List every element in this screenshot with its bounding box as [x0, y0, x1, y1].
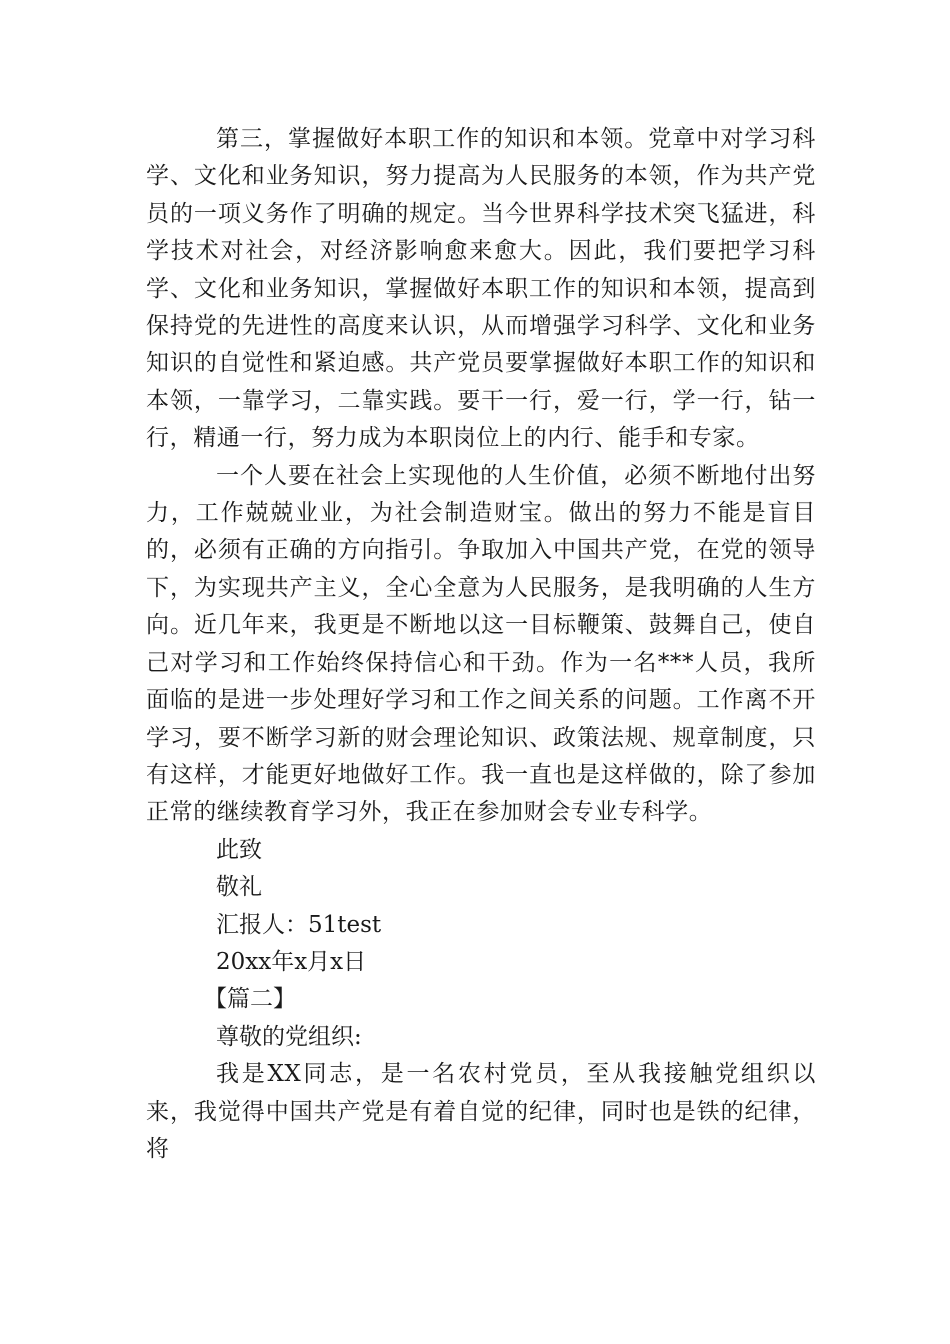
- section-heading: 【篇二】: [204, 986, 296, 1013]
- paragraph-life-direction: 一个人要在社会上实现他的人生价值，必须不断地付出努力，工作兢兢业业，为社会制造财宝。做出的努力不能是盲目的，必须有正确的方向指引。争取加入中国共产党，在党的领导下，为实现共产主义，全心全意为人民服务，是我明确的人生方向。近几年来，我更是不断地以这一目标鞭策、鼓舞自己，使自己对学习和工作始终保持信心和干劲。作为一名***人员，我所面临的是进一步处理好学习和工作之间关系的问题。工作离不开学习，要不断学习新的财会理论知识、政策法规、规章制度，只有这样，才能更好地做好工作。我一直也是这样做的，除了参加正常的继续教育学习外，我正在参加财会专业专科学。: [146, 462, 816, 826]
- closing-cizhi: 此致: [216, 836, 262, 863]
- reporter-line: 汇报人：51test: [216, 911, 382, 938]
- closing-jingli: 敬礼: [216, 874, 262, 901]
- paragraph-party-discipline: 我是XX同志，是一名农村党员，至从我接触党组织以来，我觉得中国共产党是有着自觉的纪律，同时也是铁的纪律，将: [146, 1061, 816, 1162]
- document-body: [146, 121, 816, 1168]
- salutation: 尊敬的党组织:: [216, 1023, 362, 1050]
- date-line: 20xx年x月x日: [216, 948, 367, 975]
- paragraph-knowledge-skills: 第三，掌握做好本职工作的知识和本领。党章中对学习科学、文化和业务知识，努力提高为人民服务的本领，作为共产党员的一项义务作了明确的规定。当今世界科学技术突飞猛进，科学技术对社会，对经济影响愈来愈大。因此，我们要把学习科学、文化和业务知识，掌握做好本职工作的知识和本领，提高到保持党的先进性的高度来认识，从而增强学习科学、文化和业务知识的自觉性和紧迫感。共产党员要掌握做好本职工作的知识和本领，一靠学习，二靠实践。要干一行，爱一行，学一行，钻一行，精通一行，努力成为本职岗位上的内行、能手和专家。: [146, 126, 816, 452]
